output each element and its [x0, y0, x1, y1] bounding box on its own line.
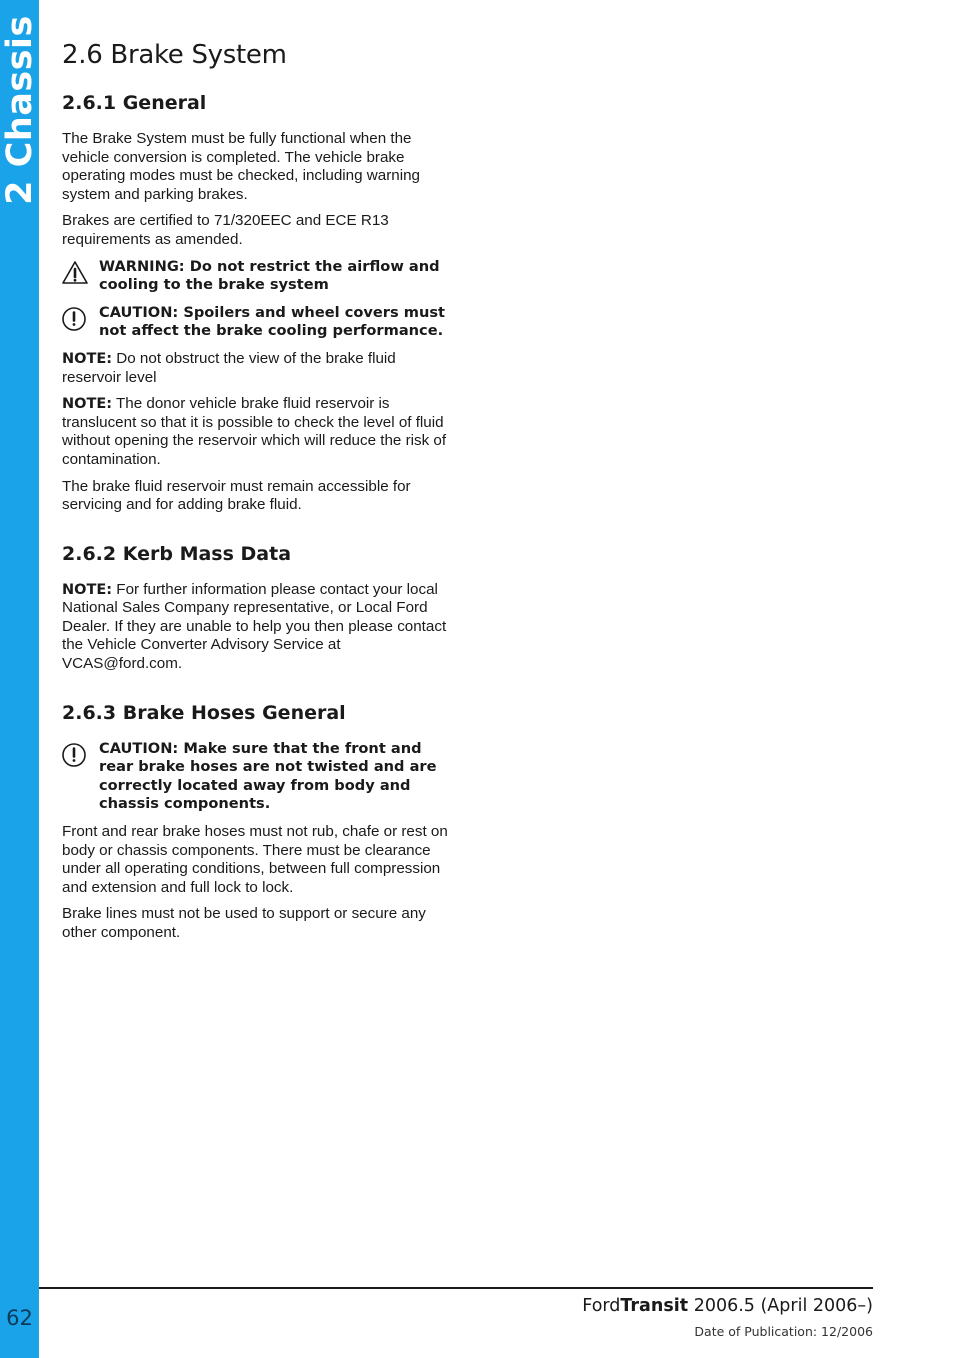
chapter-title-text: 2 Chassis [0, 15, 40, 205]
footer-edition: 2006.5 (April 2006–) [693, 1296, 873, 1316]
caution-callout [62, 304, 452, 341]
footer-brand: Ford [582, 1296, 621, 1316]
note-paragraph [62, 395, 452, 469]
warning-triangle-icon [61, 259, 89, 287]
warning-callout [62, 258, 452, 295]
caution-callout [62, 740, 452, 814]
section-heading-kerb-mass: 2.6.2 Kerb Mass Data [62, 542, 292, 565]
caution-circle-icon [61, 741, 89, 769]
section-heading-brake-hoses: 2.6.3 Brake Hoses General [62, 701, 346, 724]
note-text: For further information please contact your local National Sales Company representative, or Local Ford Dealer. If they are unable to help you then please contact the Vehicle Converter Advisory Service at VCAS@ford.com. [62, 580, 447, 673]
paragraph: The brake fluid reservoir must remain accessible for servicing and for adding brake fluid. [62, 477, 411, 514]
note-paragraph [62, 581, 452, 674]
page-number: 62 [6, 1306, 33, 1330]
note-label: NOTE: [62, 396, 113, 413]
note-paragraph [62, 350, 452, 387]
paragraph: Brake lines must not be used to support or secure any other component. [62, 905, 426, 941]
paragraph: Brakes are certified to 71/320EEC and ECE R13 requirements as amended. [62, 212, 389, 248]
note-label: NOTE: [62, 350, 113, 367]
note-text: Do not obstruct the view of the brake fluid reservoir level [62, 349, 396, 386]
caution-text: CAUTION: Spoilers and wheel covers must not affect the brake cooling performance. [99, 303, 446, 340]
footer-model: Transit [620, 1296, 689, 1316]
page-content [62, 40, 452, 951]
page-title: 2.6 Brake System [62, 40, 287, 70]
note-text: The donor vehicle brake fluid reservoir is translucent so that it is possible to check the level of fluid without opening the reservoir which will reduce the risk of contamination. [62, 395, 447, 468]
paragraph: The Brake System must be fully functional when the vehicle conversion is completed. The vehicle brake operating modes must be checked, including warning system and parking brakes. [62, 130, 420, 203]
caution-text: CAUTION: Make sure that the front and rear brake hoses are not twisted and are correctly located away from body and chassis components. [99, 739, 437, 813]
footer-divider [39, 1287, 873, 1289]
chapter-sidebar [0, 0, 39, 1358]
section-heading-general: 2.6.1 General [62, 92, 207, 114]
note-label: NOTE: [62, 581, 113, 598]
warning-text: WARNING: Do not restrict the airflow and cooling to the brake system [99, 257, 440, 294]
publication-date: Date of Publication: 12/2006 [694, 1324, 873, 1339]
paragraph: Front and rear brake hoses must not rub, chafe or rest on body or chassis components. There must be clearance under all operating conditions, between full compression and extension and full lock to lock. [62, 823, 448, 896]
caution-circle-icon [61, 305, 89, 333]
chapter-title [0, 0, 39, 240]
footer-title [582, 1296, 873, 1316]
